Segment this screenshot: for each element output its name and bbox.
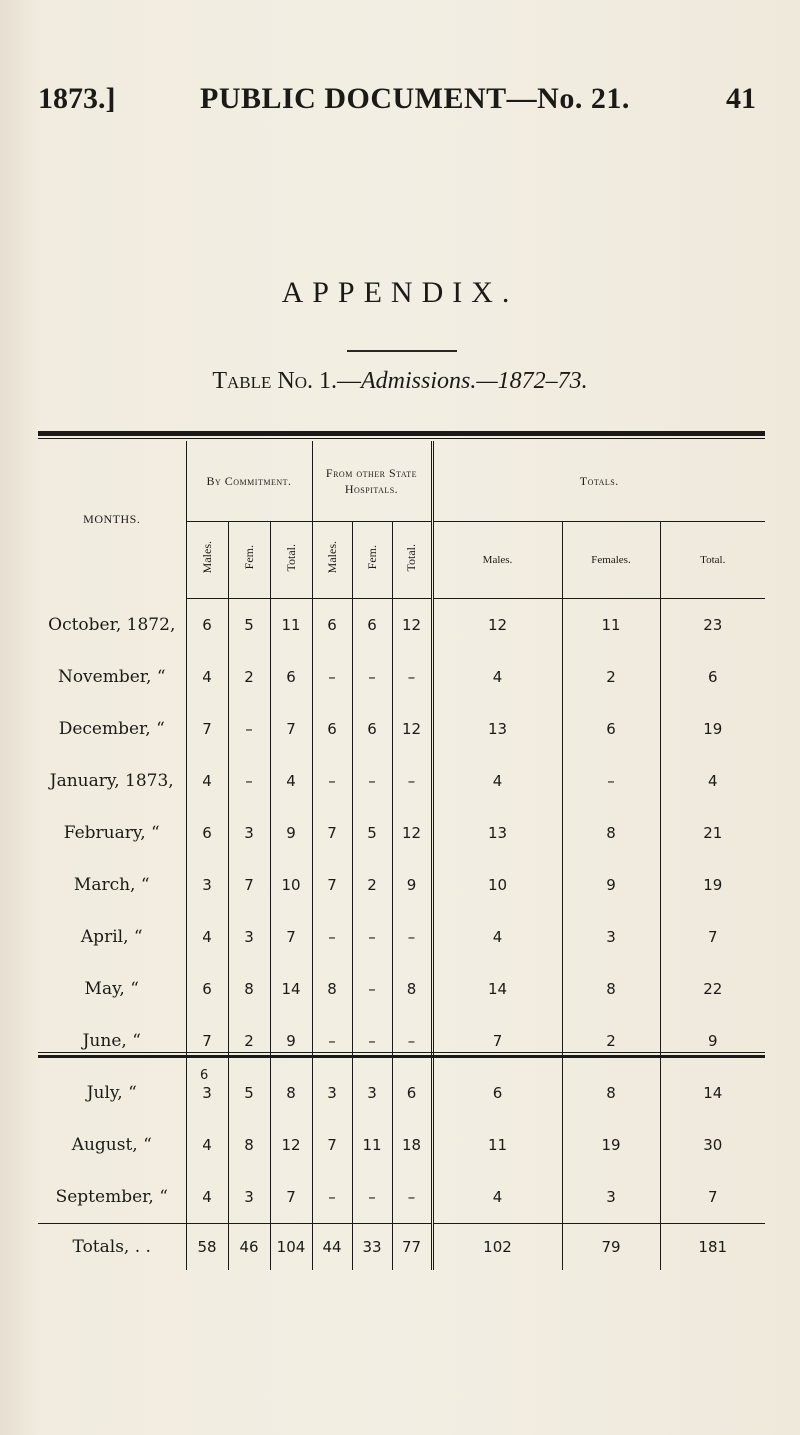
value-cell: 6: [432, 1067, 562, 1119]
group-header-by-commitment: By Commitment.: [186, 441, 312, 522]
col-header-totals-females: Females.: [562, 522, 660, 599]
value-cell: –: [392, 1171, 432, 1224]
value-cell: 11: [270, 599, 312, 651]
value-cell: 2: [562, 651, 660, 703]
value-cell: 12: [270, 1119, 312, 1171]
month-cell: April, “: [38, 911, 186, 963]
value-cell: 104: [270, 1223, 312, 1270]
value-cell: 4: [186, 755, 228, 807]
value-cell: 3: [228, 1171, 270, 1224]
month-cell: May, “: [38, 963, 186, 1015]
value-cell: 4: [270, 755, 312, 807]
value-cell: 79: [562, 1223, 660, 1270]
months-header: MONTHS.: [38, 441, 186, 599]
month-cell: September, “: [38, 1171, 186, 1224]
value-cell: 11: [352, 1119, 392, 1171]
value-cell: 4: [432, 911, 562, 963]
table-bottom-thick-rule: [38, 1055, 765, 1058]
value-cell: 181: [660, 1223, 765, 1270]
value-cell: 7: [228, 859, 270, 911]
value-cell: 8: [392, 963, 432, 1015]
totals-label: Totals, . .: [38, 1223, 186, 1270]
month-cell: June, “: [38, 1015, 186, 1067]
value-cell: 30: [703, 1135, 723, 1154]
value-cell: –: [352, 1015, 392, 1067]
value-cell: –: [312, 911, 352, 963]
col-header-commit-total: Total.: [270, 522, 312, 599]
value-cell: 7: [186, 1015, 228, 1067]
value-cell: 21: [703, 823, 723, 842]
month-cell: January, 1873,: [38, 755, 186, 807]
value-cell: –: [392, 651, 432, 703]
value-cell: 9: [392, 859, 432, 911]
value-cell: 3: [186, 859, 228, 911]
table-row: [38, 599, 765, 651]
value-cell: 3: [186, 1067, 228, 1119]
value-cell: 11: [432, 1119, 562, 1171]
value-cell: 3: [562, 1171, 660, 1224]
value-cell: 8: [562, 1067, 660, 1119]
value-cell: –: [228, 755, 270, 807]
short-rule-divider: [347, 350, 457, 352]
value-cell: 9: [270, 1015, 312, 1067]
value-cell: 4: [186, 911, 228, 963]
running-head: [38, 82, 756, 122]
table-top-thin-rule: [38, 438, 765, 439]
value-cell: 6: [186, 963, 228, 1015]
value-cell: 5: [228, 599, 270, 651]
col-header-other-total: Total.: [392, 522, 432, 599]
value-cell: 19: [562, 1119, 660, 1171]
value-cell: 7: [432, 1015, 562, 1067]
value-cell: 13: [432, 807, 562, 859]
value-cell: 4: [186, 1119, 228, 1171]
value-cell: 7: [312, 859, 352, 911]
value-cell: 9: [707, 1031, 718, 1050]
table-row: [38, 1015, 765, 1067]
value-cell: 77: [392, 1223, 432, 1270]
value-cell: 2: [228, 651, 270, 703]
value-cell: 7: [270, 703, 312, 755]
value-cell: 18: [392, 1119, 432, 1171]
table-body: [38, 599, 765, 1270]
value-cell: –: [312, 755, 352, 807]
value-cell: –: [392, 911, 432, 963]
table-row: [38, 1171, 765, 1224]
value-cell: 6: [392, 1067, 432, 1119]
value-cell: –: [352, 963, 392, 1015]
value-cell: –: [562, 755, 660, 807]
value-cell: 6: [707, 667, 718, 686]
running-head-year: 1873.]: [38, 82, 116, 115]
value-cell: 6: [270, 651, 312, 703]
value-cell: 12: [392, 807, 432, 859]
col-header-totals-males: Males.: [432, 522, 562, 599]
value-cell: 4: [707, 771, 718, 790]
value-cell: –: [312, 651, 352, 703]
value-cell: 8: [562, 963, 660, 1015]
col-header-totals-total: Total.: [660, 522, 765, 599]
group-header-totals: Totals.: [432, 441, 765, 522]
value-cell: 2: [352, 859, 392, 911]
value-cell: 6: [186, 599, 228, 651]
value-cell: 12: [392, 599, 432, 651]
value-cell: 23: [703, 615, 723, 634]
appendix-title: APPENDIX.: [281, 276, 519, 309]
value-cell: 9: [562, 859, 660, 911]
value-cell: 102: [432, 1223, 562, 1270]
value-cell: 2: [562, 1015, 660, 1067]
value-cell: 6: [312, 599, 352, 651]
value-cell: 5: [228, 1067, 270, 1119]
value-cell: –: [352, 1171, 392, 1224]
admissions-table: [38, 441, 765, 1270]
value-cell: –: [312, 1015, 352, 1067]
value-cell: 11: [562, 599, 660, 651]
value-cell: 4: [432, 1171, 562, 1224]
value-cell: 7: [707, 1187, 718, 1206]
value-cell: 8: [228, 963, 270, 1015]
value-cell: –: [228, 703, 270, 755]
value-cell: 4: [186, 651, 228, 703]
value-cell: 3: [312, 1067, 352, 1119]
value-cell: 2: [228, 1015, 270, 1067]
table-row: [38, 859, 765, 911]
value-cell: 10: [270, 859, 312, 911]
value-cell: –: [352, 651, 392, 703]
value-cell: 14: [703, 1083, 723, 1102]
value-cell: 6: [562, 703, 660, 755]
value-cell: –: [312, 1171, 352, 1224]
value-cell: 6: [312, 703, 352, 755]
value-cell: 4: [432, 755, 562, 807]
month-cell: March, “: [38, 859, 186, 911]
value-cell: –: [352, 755, 392, 807]
month-cell: October, 1872,: [38, 599, 186, 651]
table-row: [38, 963, 765, 1015]
group-header-from-other-hospitals: From other State Hospitals.: [312, 441, 432, 522]
value-cell: 3: [352, 1067, 392, 1119]
table-row: [38, 1119, 765, 1171]
value-cell: 4: [432, 651, 562, 703]
value-cell: 7: [312, 807, 352, 859]
month-cell: February, “: [38, 807, 186, 859]
value-cell: 6: [352, 703, 392, 755]
col-header-commit-fem: Fem.: [228, 522, 270, 599]
value-cell: 7: [270, 1171, 312, 1224]
table-caption: [0, 368, 800, 395]
value-cell: 14: [432, 963, 562, 1015]
table-top-thick-rule: [38, 431, 765, 436]
month-cell: December, “: [38, 703, 186, 755]
table-row: [38, 807, 765, 859]
table-row: [38, 911, 765, 963]
table-caption-subject: Admissions.—1872–73.: [360, 368, 588, 394]
value-cell: 7: [186, 703, 228, 755]
value-cell: 44: [312, 1223, 352, 1270]
table-row: [38, 755, 765, 807]
value-cell: –: [392, 755, 432, 807]
value-cell: 3: [228, 807, 270, 859]
footnote-mark: 6: [200, 1068, 209, 1083]
value-cell: 7: [707, 927, 718, 946]
col-header-commit-males: Males.: [186, 522, 228, 599]
totals-row: [38, 1223, 765, 1270]
value-cell: 22: [703, 979, 723, 998]
value-cell: 3: [562, 911, 660, 963]
value-cell: 14: [270, 963, 312, 1015]
value-cell: 7: [270, 911, 312, 963]
value-cell: 10: [432, 859, 562, 911]
value-cell: 19: [703, 719, 723, 738]
value-cell: 12: [432, 599, 562, 651]
value-cell: 8: [228, 1119, 270, 1171]
table-caption-prefix: Table No. 1.—: [212, 368, 361, 394]
value-cell: 8: [270, 1067, 312, 1119]
running-head-title: PUBLIC DOCUMENT—No. 21.: [200, 82, 630, 115]
col-header-other-fem: Fem.: [352, 522, 392, 599]
value-cell: 19: [703, 875, 723, 894]
table-bottom-thin-rule: [38, 1052, 765, 1053]
value-cell: 4: [186, 1171, 228, 1224]
value-cell: –: [392, 1015, 432, 1067]
month-cell: November, “: [38, 651, 186, 703]
table-row: [38, 703, 765, 755]
value-cell: 12: [392, 703, 432, 755]
value-cell: 6: [186, 807, 228, 859]
col-header-other-males: Males.: [312, 522, 352, 599]
table-row: [38, 651, 765, 703]
value-cell: –: [352, 911, 392, 963]
value-cell: 3: [228, 911, 270, 963]
value-cell: 46: [228, 1223, 270, 1270]
value-cell: 8: [562, 807, 660, 859]
page-number: 41: [726, 82, 756, 115]
value-cell: 6: [352, 599, 392, 651]
value-cell: 7: [312, 1119, 352, 1171]
value-cell: 33: [352, 1223, 392, 1270]
month-cell: July, “: [38, 1067, 186, 1119]
value-cell: 58: [186, 1223, 228, 1270]
value-cell: 9: [270, 807, 312, 859]
value-cell: 8: [312, 963, 352, 1015]
month-cell: August, “: [38, 1119, 186, 1171]
table-row: [38, 1067, 765, 1119]
value-cell: 13: [432, 703, 562, 755]
value-cell: 5: [352, 807, 392, 859]
